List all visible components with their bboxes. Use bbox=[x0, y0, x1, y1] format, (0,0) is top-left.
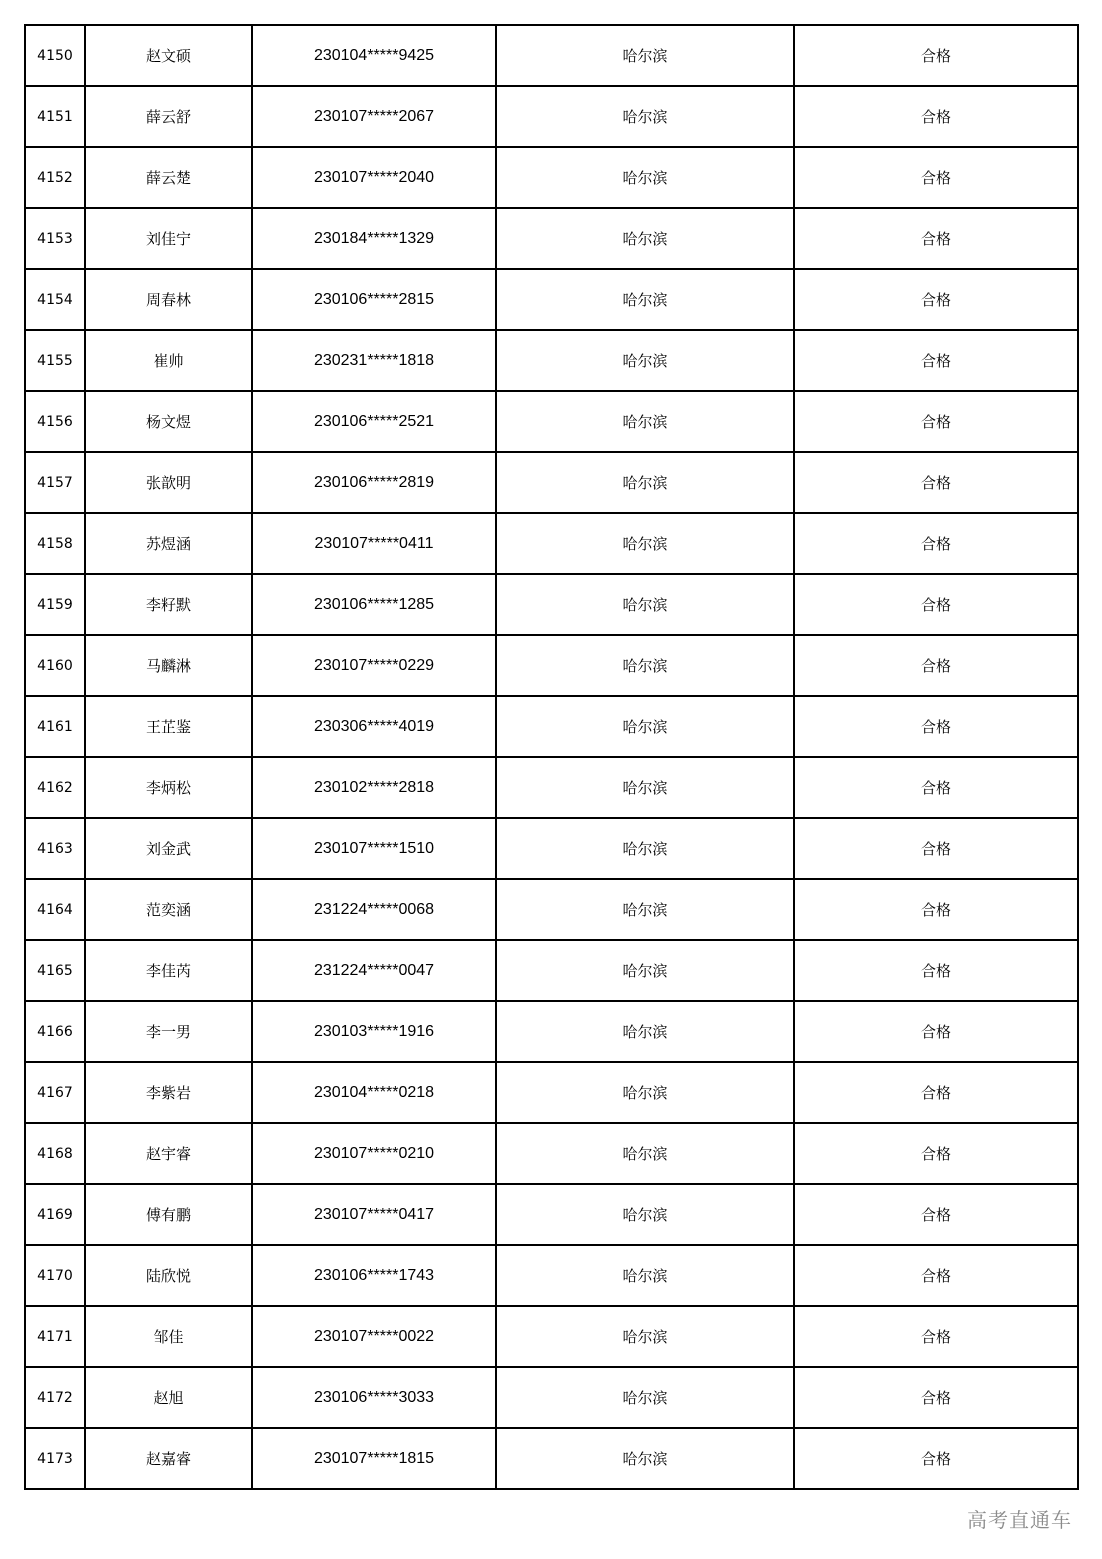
name-cell: 陆欣悦 bbox=[85, 1245, 252, 1306]
row-number-cell: 4155 bbox=[25, 330, 85, 391]
city-cell: 哈尔滨 bbox=[496, 330, 794, 391]
result-cell: 合格 bbox=[794, 513, 1078, 574]
row-number-cell: 4151 bbox=[25, 86, 85, 147]
id-number-cell: 230106*****2819 bbox=[252, 452, 496, 513]
name-cell: 李佳芮 bbox=[85, 940, 252, 1001]
id-number-cell: 230107*****1815 bbox=[252, 1428, 496, 1489]
table-row bbox=[25, 513, 1078, 574]
city-cell: 哈尔滨 bbox=[496, 147, 794, 208]
id-number-cell: 230106*****3033 bbox=[252, 1367, 496, 1428]
id-number-cell: 230107*****1510 bbox=[252, 818, 496, 879]
table-row bbox=[25, 1245, 1078, 1306]
result-cell: 合格 bbox=[794, 147, 1078, 208]
result-cell: 合格 bbox=[794, 635, 1078, 696]
row-number-cell: 4160 bbox=[25, 635, 85, 696]
name-cell: 赵宇睿 bbox=[85, 1123, 252, 1184]
id-number-cell: 230107*****0229 bbox=[252, 635, 496, 696]
result-cell: 合格 bbox=[794, 391, 1078, 452]
table-row bbox=[25, 86, 1078, 147]
name-cell: 刘金武 bbox=[85, 818, 252, 879]
table-row bbox=[25, 208, 1078, 269]
name-cell: 薛云舒 bbox=[85, 86, 252, 147]
city-cell: 哈尔滨 bbox=[496, 513, 794, 574]
id-number-cell: 230103*****1916 bbox=[252, 1001, 496, 1062]
city-cell: 哈尔滨 bbox=[496, 208, 794, 269]
id-number-cell: 230107*****0411 bbox=[252, 513, 496, 574]
row-number-cell: 4172 bbox=[25, 1367, 85, 1428]
table-row bbox=[25, 574, 1078, 635]
city-cell: 哈尔滨 bbox=[496, 452, 794, 513]
row-number-cell: 4163 bbox=[25, 818, 85, 879]
name-cell: 马麟淋 bbox=[85, 635, 252, 696]
name-cell: 王芷鉴 bbox=[85, 696, 252, 757]
city-cell: 哈尔滨 bbox=[496, 940, 794, 1001]
city-cell: 哈尔滨 bbox=[496, 1306, 794, 1367]
row-number-cell: 4154 bbox=[25, 269, 85, 330]
id-number-cell: 230104*****0218 bbox=[252, 1062, 496, 1123]
table-row bbox=[25, 1367, 1078, 1428]
watermark-text: 高考直通车 bbox=[965, 1504, 1074, 1533]
name-cell: 崔帅 bbox=[85, 330, 252, 391]
name-cell: 赵文硕 bbox=[85, 25, 252, 86]
table-row bbox=[25, 391, 1078, 452]
id-number-cell: 231224*****0047 bbox=[252, 940, 496, 1001]
city-cell: 哈尔滨 bbox=[496, 696, 794, 757]
id-number-cell: 230104*****9425 bbox=[252, 25, 496, 86]
city-cell: 哈尔滨 bbox=[496, 879, 794, 940]
result-cell: 合格 bbox=[794, 1428, 1078, 1489]
id-number-cell: 230106*****1285 bbox=[252, 574, 496, 635]
city-cell: 哈尔滨 bbox=[496, 635, 794, 696]
id-number-cell: 230107*****0022 bbox=[252, 1306, 496, 1367]
result-cell: 合格 bbox=[794, 1001, 1078, 1062]
row-number-cell: 4157 bbox=[25, 452, 85, 513]
city-cell: 哈尔滨 bbox=[496, 86, 794, 147]
result-cell: 合格 bbox=[794, 757, 1078, 818]
name-cell: 周春林 bbox=[85, 269, 252, 330]
row-number-cell: 4152 bbox=[25, 147, 85, 208]
table-row bbox=[25, 879, 1078, 940]
result-cell: 合格 bbox=[794, 1123, 1078, 1184]
table-row bbox=[25, 757, 1078, 818]
result-cell: 合格 bbox=[794, 1306, 1078, 1367]
name-cell: 李炳松 bbox=[85, 757, 252, 818]
row-number-cell: 4159 bbox=[25, 574, 85, 635]
result-cell: 合格 bbox=[794, 208, 1078, 269]
result-cell: 合格 bbox=[794, 696, 1078, 757]
result-cell: 合格 bbox=[794, 330, 1078, 391]
row-number-cell: 4166 bbox=[25, 1001, 85, 1062]
city-cell: 哈尔滨 bbox=[496, 818, 794, 879]
result-cell: 合格 bbox=[794, 1367, 1078, 1428]
table-row bbox=[25, 269, 1078, 330]
row-number-cell: 4156 bbox=[25, 391, 85, 452]
name-cell: 范奕涵 bbox=[85, 879, 252, 940]
city-cell: 哈尔滨 bbox=[496, 1184, 794, 1245]
name-cell: 傅有鹏 bbox=[85, 1184, 252, 1245]
name-cell: 李紫岩 bbox=[85, 1062, 252, 1123]
result-cell: 合格 bbox=[794, 1062, 1078, 1123]
row-number-cell: 4168 bbox=[25, 1123, 85, 1184]
city-cell: 哈尔滨 bbox=[496, 1062, 794, 1123]
table-row bbox=[25, 1306, 1078, 1367]
result-cell: 合格 bbox=[794, 269, 1078, 330]
table-row bbox=[25, 940, 1078, 1001]
city-cell: 哈尔滨 bbox=[496, 1245, 794, 1306]
city-cell: 哈尔滨 bbox=[496, 269, 794, 330]
id-number-cell: 230107*****0210 bbox=[252, 1123, 496, 1184]
table-row bbox=[25, 1123, 1078, 1184]
city-cell: 哈尔滨 bbox=[496, 1367, 794, 1428]
row-number-cell: 4170 bbox=[25, 1245, 85, 1306]
table-row bbox=[25, 818, 1078, 879]
id-number-cell: 230184*****1329 bbox=[252, 208, 496, 269]
row-number-cell: 4153 bbox=[25, 208, 85, 269]
id-number-cell: 230107*****2067 bbox=[252, 86, 496, 147]
row-number-cell: 4164 bbox=[25, 879, 85, 940]
name-cell: 苏煜涵 bbox=[85, 513, 252, 574]
name-cell: 刘佳宁 bbox=[85, 208, 252, 269]
row-number-cell: 4158 bbox=[25, 513, 85, 574]
row-number-cell: 4162 bbox=[25, 757, 85, 818]
result-cell: 合格 bbox=[794, 879, 1078, 940]
table-row bbox=[25, 1184, 1078, 1245]
row-number-cell: 4167 bbox=[25, 1062, 85, 1123]
name-cell: 赵嘉睿 bbox=[85, 1428, 252, 1489]
city-cell: 哈尔滨 bbox=[496, 574, 794, 635]
table-row bbox=[25, 1428, 1078, 1489]
row-number-cell: 4171 bbox=[25, 1306, 85, 1367]
table-body bbox=[25, 25, 1078, 1489]
id-number-cell: 230106*****2815 bbox=[252, 269, 496, 330]
city-cell: 哈尔滨 bbox=[496, 757, 794, 818]
id-number-cell: 230106*****1743 bbox=[252, 1245, 496, 1306]
id-number-cell: 230107*****2040 bbox=[252, 147, 496, 208]
table-row bbox=[25, 635, 1078, 696]
name-cell: 李籽默 bbox=[85, 574, 252, 635]
city-cell: 哈尔滨 bbox=[496, 391, 794, 452]
table-row bbox=[25, 1001, 1078, 1062]
name-cell: 邹佳 bbox=[85, 1306, 252, 1367]
id-number-cell: 230306*****4019 bbox=[252, 696, 496, 757]
name-cell: 杨文煜 bbox=[85, 391, 252, 452]
result-cell: 合格 bbox=[794, 1245, 1078, 1306]
name-cell: 张歆明 bbox=[85, 452, 252, 513]
table-row bbox=[25, 25, 1078, 86]
name-cell: 李一男 bbox=[85, 1001, 252, 1062]
id-number-cell: 230107*****0417 bbox=[252, 1184, 496, 1245]
row-number-cell: 4169 bbox=[25, 1184, 85, 1245]
city-cell: 哈尔滨 bbox=[496, 1428, 794, 1489]
city-cell: 哈尔滨 bbox=[496, 25, 794, 86]
table-row bbox=[25, 1062, 1078, 1123]
row-number-cell: 4173 bbox=[25, 1428, 85, 1489]
name-cell: 赵旭 bbox=[85, 1367, 252, 1428]
id-number-cell: 230231*****1818 bbox=[252, 330, 496, 391]
row-number-cell: 4150 bbox=[25, 25, 85, 86]
result-cell: 合格 bbox=[794, 25, 1078, 86]
row-number-cell: 4165 bbox=[25, 940, 85, 1001]
id-number-cell: 230106*****2521 bbox=[252, 391, 496, 452]
table-row bbox=[25, 696, 1078, 757]
result-cell: 合格 bbox=[794, 452, 1078, 513]
id-number-cell: 231224*****0068 bbox=[252, 879, 496, 940]
table-row bbox=[25, 452, 1078, 513]
id-number-cell: 230102*****2818 bbox=[252, 757, 496, 818]
results-table bbox=[24, 24, 1079, 1490]
table-row bbox=[25, 147, 1078, 208]
city-cell: 哈尔滨 bbox=[496, 1001, 794, 1062]
name-cell: 薛云楚 bbox=[85, 147, 252, 208]
result-cell: 合格 bbox=[794, 940, 1078, 1001]
row-number-cell: 4161 bbox=[25, 696, 85, 757]
city-cell: 哈尔滨 bbox=[496, 1123, 794, 1184]
table-row bbox=[25, 330, 1078, 391]
result-cell: 合格 bbox=[794, 1184, 1078, 1245]
result-cell: 合格 bbox=[794, 574, 1078, 635]
result-cell: 合格 bbox=[794, 818, 1078, 879]
result-cell: 合格 bbox=[794, 86, 1078, 147]
